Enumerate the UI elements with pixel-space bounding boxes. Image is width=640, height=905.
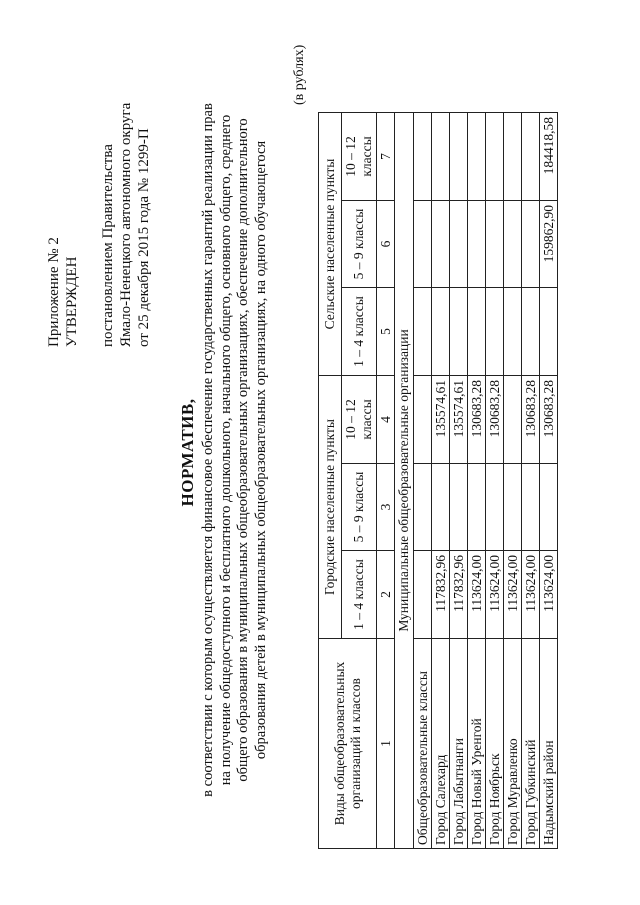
cell-value — [486, 201, 504, 288]
cell-value — [414, 376, 432, 464]
column-number: 5 — [377, 288, 395, 376]
row-label: Город Губкинский — [522, 639, 540, 849]
cell-value: 135574,61 — [450, 376, 468, 464]
table-row — [468, 113, 486, 849]
row-label: Надымский район — [540, 639, 558, 849]
cell-value — [486, 464, 504, 551]
cell-value: 135574,61 — [432, 376, 450, 464]
annex-date: от 25 декабря 2015 года № 1299-П — [136, 128, 152, 347]
document-title: НОРМАТИВ, — [178, 398, 197, 507]
row-label: Город Муравленко — [504, 639, 522, 849]
cell-value — [522, 288, 540, 376]
row-label: Город Новый Уренгой — [468, 639, 486, 849]
cell-value — [450, 464, 468, 551]
cell-value — [504, 376, 522, 464]
cell-value — [522, 464, 540, 551]
table-row — [540, 113, 558, 849]
cell-value — [540, 464, 558, 551]
table-row — [486, 113, 504, 849]
header-grades: 5 – 9 классы — [342, 201, 377, 288]
cell-value — [432, 113, 450, 201]
annex-number: Приложение № 2 — [46, 237, 62, 347]
cell-value: 113624,00 — [540, 551, 558, 639]
cell-value — [432, 201, 450, 288]
cell-value — [450, 288, 468, 376]
cell-value — [414, 201, 432, 288]
cell-value: 184418,58 — [540, 113, 558, 201]
column-number: 1 — [377, 639, 395, 849]
description-line: общего образования в муниципальных общеобразовательных организациях, обеспечение дополнительного — [235, 118, 251, 782]
column-number: 7 — [377, 113, 395, 201]
header-urban: Городские населенные пункты — [319, 376, 342, 639]
cell-value — [414, 113, 432, 201]
annex-authority: Ямало-Ненецкого автономного округа — [118, 102, 134, 347]
cell-value — [468, 464, 486, 551]
description-line: на получение общедоступного и бесплатного дошкольного, начального общего, основного общего, среднего — [217, 114, 234, 786]
column-number: 2 — [377, 551, 395, 639]
column-number: 3 — [377, 464, 395, 551]
cell-value — [522, 113, 540, 201]
table-row — [522, 113, 540, 849]
section-header: Муниципальные общеобразовательные организации — [395, 113, 414, 849]
document-description — [200, 65, 270, 835]
cell-value — [432, 288, 450, 376]
cell-value — [522, 201, 540, 288]
table-row — [414, 113, 432, 849]
header-grades: 5 – 9 классы — [342, 464, 377, 551]
header-rural: Сельские населенные пункты — [319, 113, 342, 376]
cell-value — [450, 113, 468, 201]
cell-value — [486, 288, 504, 376]
annex-approved: УТВЕРЖДЕН — [64, 256, 80, 347]
cell-value — [468, 113, 486, 201]
table-row — [504, 113, 522, 849]
row-label: Город Салехард — [432, 639, 450, 849]
description-line: в соответствии с которым осуществляется финансовое обеспечение государственных гарантий реализации прав — [200, 103, 216, 797]
header-kind: Виды общеобразовательных организаций и классов — [319, 639, 377, 849]
cell-value — [414, 551, 432, 639]
units-note: (в рублях) — [292, 44, 307, 105]
annex-block — [45, 103, 153, 347]
description-line: образования детей в муниципальных общеобразовательных организациях, на одного обучающегося — [252, 140, 269, 760]
cell-value — [414, 464, 432, 551]
row-label: Город Лабытнанги — [450, 639, 468, 849]
cell-value — [504, 288, 522, 376]
cell-value: 130683,28 — [540, 376, 558, 464]
table-row — [450, 113, 468, 849]
cell-value: 113624,00 — [486, 551, 504, 639]
cell-value: 113624,00 — [504, 551, 522, 639]
cell-value — [432, 464, 450, 551]
cell-value: 113624,00 — [522, 551, 540, 639]
cell-value: 117832,96 — [432, 551, 450, 639]
cell-value — [504, 201, 522, 288]
cell-value: 113624,00 — [468, 551, 486, 639]
cell-value — [468, 201, 486, 288]
cell-value — [540, 288, 558, 376]
header-grades: 10 – 12 классы — [342, 376, 377, 464]
cell-value: 130683,28 — [468, 376, 486, 464]
header-grades: 1 – 4 классы — [342, 288, 377, 376]
cell-value — [486, 113, 504, 201]
cell-value — [414, 288, 432, 376]
normative-table — [318, 112, 558, 849]
annex-resolution: постановлением Правительства — [100, 144, 116, 347]
column-number: 6 — [377, 201, 395, 288]
cell-value — [468, 288, 486, 376]
column-number: 4 — [377, 376, 395, 464]
cell-value — [450, 201, 468, 288]
header-grades: 10 – 12 классы — [342, 113, 377, 201]
cell-value — [504, 464, 522, 551]
cell-value — [504, 113, 522, 201]
cell-value: 159862,90 — [540, 201, 558, 288]
row-label: Город Ноябрьск — [486, 639, 504, 849]
row-label: Общеобразовательные классы — [414, 639, 432, 849]
cell-value: 117832,96 — [450, 551, 468, 639]
cell-value: 130683,28 — [486, 376, 504, 464]
header-grades: 1 – 4 классы — [342, 551, 377, 639]
table-row — [432, 113, 450, 849]
cell-value: 130683,28 — [522, 376, 540, 464]
